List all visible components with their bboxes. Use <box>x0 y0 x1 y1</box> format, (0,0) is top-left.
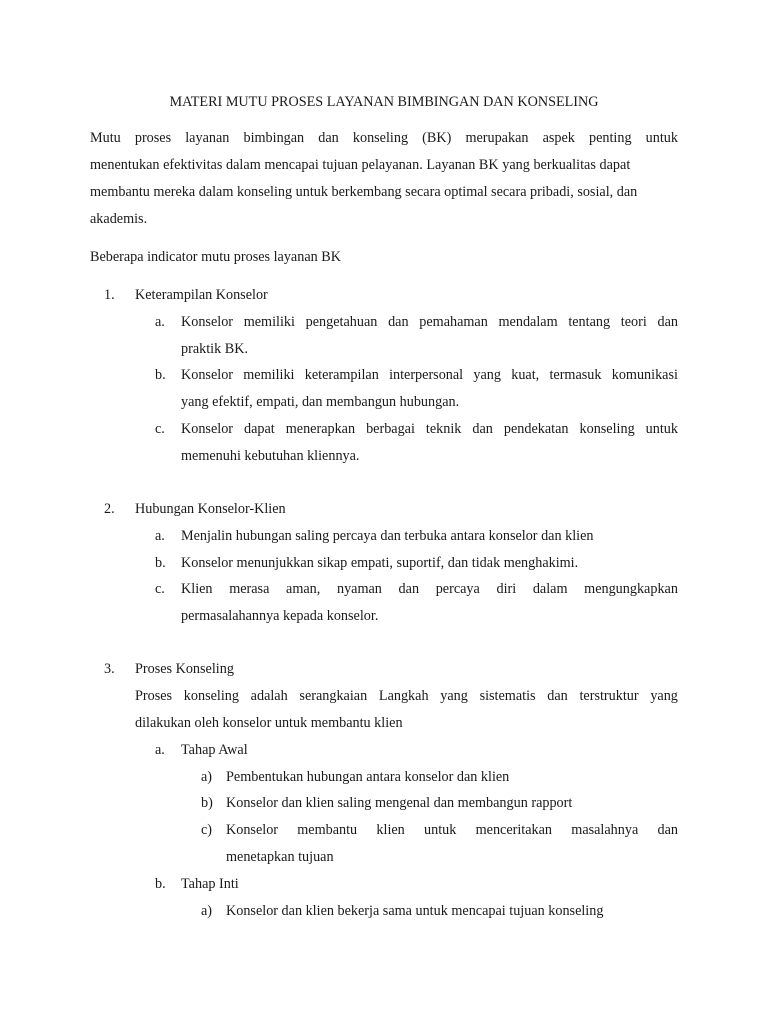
section-3-number: 3. <box>104 661 115 677</box>
word: nyaman <box>336 581 382 597</box>
word: terstruktur <box>579 688 639 704</box>
section-3-desc-line-1 <box>135 687 678 705</box>
word: dan <box>398 581 420 597</box>
word: pendekatan <box>503 421 569 437</box>
word: tentang <box>568 314 611 330</box>
word: dapat <box>244 421 275 437</box>
section-1-item-a-line-1 <box>181 313 678 331</box>
word: yang <box>650 688 678 704</box>
word: yang <box>440 688 468 704</box>
word: merupakan <box>465 130 529 146</box>
word: layanan <box>185 130 230 146</box>
section-1-title: Keterampilan Konselor <box>135 287 268 303</box>
word: interpersonal <box>389 367 464 383</box>
word: memiliki <box>243 367 295 383</box>
stage-a-item-b-text: Konselor dan klien saling mengenal dan membangun rapport <box>226 795 573 811</box>
section-3-title: Proses Konseling <box>135 661 234 677</box>
word: aman, <box>286 581 321 597</box>
word: aspek <box>542 130 575 146</box>
section-1-item-a-marker: a. <box>155 314 165 330</box>
word: dan <box>388 314 409 330</box>
word: untuk <box>645 421 678 437</box>
word: untuk <box>424 822 457 838</box>
word: dalam <box>532 581 568 597</box>
word: dan <box>657 314 678 330</box>
section-2-item-b-text: Konselor menunjukkan sikap empati, suportif, dan tidak menghakimi. <box>181 555 579 571</box>
section-2-item-a-text: Menjalin hubungan saling percaya dan terbuka antara konselor dan klien <box>181 528 594 544</box>
word: menerapkan <box>285 421 356 437</box>
stage-a-item-a-text: Pembentukan hubungan antara konselor dan klien <box>226 769 510 785</box>
word: kuat, <box>511 367 540 383</box>
stage-a-item-c-line-2: menetapkan tujuan <box>226 849 334 865</box>
word: komunikasi <box>611 367 678 383</box>
section-2-item-c-line-2: permasalahannya kepada konselor. <box>181 608 379 624</box>
stage-a-item-c-line-1 <box>226 821 678 839</box>
stage-b-title: Tahap Inti <box>181 876 239 892</box>
section-1-item-c-line-2: memenuhi kebutuhan kliennya. <box>181 448 360 464</box>
intro-line-2 <box>90 156 678 174</box>
indicator-heading: Beberapa indicator mutu proses layanan BK <box>90 249 341 265</box>
word: Mutu <box>90 130 121 146</box>
intro-line-1 <box>90 129 678 147</box>
section-2-item-a-marker: a. <box>155 528 165 544</box>
section-2-title: Hubungan Konselor-Klien <box>135 501 286 517</box>
word: Konselor <box>181 314 234 330</box>
word: bimbingan <box>243 130 305 146</box>
word: Konselor <box>181 421 234 437</box>
word: berbagai <box>366 421 415 437</box>
section-1-number: 1. <box>104 287 115 303</box>
section-2-number: 2. <box>104 501 115 517</box>
word: keterampilan <box>304 367 379 383</box>
word: pengetahuan <box>305 314 378 330</box>
word: yang <box>473 367 501 383</box>
section-1-item-b-marker: b. <box>155 367 166 383</box>
section-1-item-a-line-2: praktik BK. <box>181 341 248 357</box>
word: dan <box>657 822 678 838</box>
word: mendalam <box>498 314 558 330</box>
intro-line-4: akademis. <box>90 211 148 227</box>
section-2-item-b-marker: b. <box>155 555 166 571</box>
word: Proses <box>135 688 173 704</box>
word: adalah <box>250 688 288 704</box>
word: dan <box>547 688 568 704</box>
section-1-item-c-marker: c. <box>155 421 165 437</box>
stage-a-marker: a. <box>155 742 165 758</box>
word: proses <box>134 130 172 146</box>
word: Konselor <box>181 367 234 383</box>
section-1-item-b-line-2: yang efektif, empati, dan membangun hubungan. <box>181 394 460 410</box>
word: menceritakan <box>475 822 553 838</box>
word: teknik <box>425 421 462 437</box>
section-2-item-c-marker: c. <box>155 581 165 597</box>
word: penting <box>589 130 632 146</box>
word: konseling <box>352 130 409 146</box>
word: (BK) <box>422 130 452 146</box>
word: dan <box>318 130 339 146</box>
section-2-item-c-line-1 <box>181 580 678 598</box>
section-1-item-b-line-1 <box>181 366 678 384</box>
document-title: MATERI MUTU PROSES LAYANAN BIMBINGAN DAN KONSELING <box>169 94 599 110</box>
word: merasa <box>229 581 270 597</box>
word: untuk <box>645 130 678 146</box>
word: serangkaian <box>299 688 368 704</box>
word: teori <box>620 314 647 330</box>
stage-a-item-b-marker: b) <box>201 795 213 811</box>
word: mengungkapkan <box>584 581 678 597</box>
word: klien <box>376 822 405 838</box>
stage-b-item-a-marker: a) <box>201 903 213 919</box>
stage-a-item-c-marker: c) <box>201 822 213 838</box>
word: diri <box>496 581 517 597</box>
stage-a-title: Tahap Awal <box>181 742 248 758</box>
intro-line-2-text: menentukan efektivitas dalam mencapai tujuan pelayanan. Layanan BK yang berkualitas dapat <box>90 157 631 173</box>
word: masalahnya <box>571 822 639 838</box>
section-3-desc-line-2: dilakukan oleh konselor untuk membantu klien <box>135 715 403 731</box>
word: termasuk <box>549 367 602 383</box>
section-1-item-c-line-1 <box>181 420 678 438</box>
word: memiliki <box>243 314 295 330</box>
stage-b-item-a-text: Konselor dan klien bekerja sama untuk mencapai tujuan konseling <box>226 903 604 919</box>
stage-b-marker: b. <box>155 876 166 892</box>
word: konseling <box>183 688 239 704</box>
word: percaya <box>435 581 480 597</box>
word: dan <box>472 421 493 437</box>
word: Klien <box>181 581 213 597</box>
word: sistematis <box>479 688 536 704</box>
stage-a-item-a-marker: a) <box>201 769 213 785</box>
word: membantu <box>297 822 358 838</box>
word: Konselor <box>226 822 279 838</box>
intro-line-3-text: membantu mereka dalam konseling untuk berkembang secara optimal secara pribadi, sosial, dan <box>90 184 638 200</box>
intro-line-3 <box>90 183 678 201</box>
word: Langkah <box>378 688 429 704</box>
word: pemahaman <box>419 314 488 330</box>
word: konseling <box>579 421 635 437</box>
